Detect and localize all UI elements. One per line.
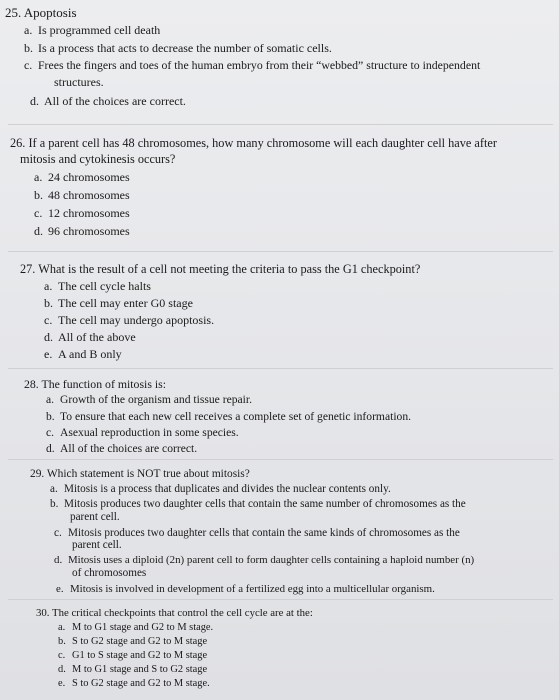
option-a: a. Is programmed cell death [24,23,161,37]
option-a: a. M to G1 stage and G2 to M stage. [58,622,214,633]
option-d: d. All of the choices are correct. [30,94,186,108]
section-divider [8,251,553,252]
question-title-line2: mitosis and cytokinesis occurs? [20,152,176,166]
question-number: 30. [36,607,50,619]
option-a: a. The cell cycle halts [44,279,151,293]
question-heading [5,6,77,20]
question-number: 26. [10,136,26,150]
question-number: 28. [24,377,39,391]
option-d: d. M to G1 stage and S to G2 stage [58,664,208,675]
option-d-continuation: of chromosomes [72,567,147,579]
option-c: c. Mitosis produces two daughter cells that contain the same kinds of chromosomes as the [54,527,460,539]
option-c: c. 12 chromosomes [34,206,130,220]
option-c: c. G1 to S stage and G2 to M stage [58,650,208,661]
question-number: 29. [30,468,45,480]
option-a: a. 24 chromosomes [34,170,130,184]
option-c: c. Asexual reproduction in some species. [46,426,239,439]
option-c: c. Frees the fingers and toes of the human embryo from their “webbed” structure to independent [24,58,481,72]
question-title: Apoptosis [23,5,77,20]
question-heading [30,467,250,481]
question-heading [24,377,166,391]
option-c: c. The cell may undergo apoptosis. [44,313,215,327]
option-d: d. 96 chromosomes [34,224,130,238]
option-b: b. Mitosis produces two daughter cells that contain the same number of chromosomes as the [50,498,466,510]
section-divider [8,124,553,125]
option-e: e. Mitosis is involved in development of a fertilized egg into a multicellular organism. [56,583,435,595]
option-c-continuation: structures. [54,75,104,89]
question-title: The function of mitosis is: [41,377,167,391]
question-number: 27. [20,262,36,276]
question-title: If a parent cell has 48 chromosomes, how many chromosome will each daughter cell have after [28,136,497,150]
question-title: The critical checkpoints that control the cell cycle are at the: [52,607,313,619]
option-d: d. Mitosis uses a diploid (2n) parent cell to form daughter cells containing a haploid number (n) [54,554,475,566]
question-heading [36,606,313,620]
option-b: b. S to G2 stage and G2 to M stage [58,636,208,647]
option-a: a. Growth of the organism and tissue repair. [46,393,253,406]
option-b: b. Is a process that acts to decrease the number of somatic cells. [24,41,332,55]
option-d: d. All of the choices are correct. [46,442,198,455]
option-b: b. 48 chromosomes [34,188,130,202]
question-heading [10,136,497,150]
option-a: a. Mitosis is a process that duplicates and divides the nuclear contents only. [50,483,391,495]
option-c-continuation: parent cell. [72,539,122,551]
option-b: b. To ensure that each new cell receives a complete set of genetic information. [46,410,412,423]
option-e: e. S to G2 stage and G2 to M stage. [58,678,210,689]
question-number: 25. [5,5,22,20]
question-title: Which statement is NOT true about mitosis? [46,468,250,480]
option-e: e. A and B only [44,347,122,361]
option-d: d. All of the above [44,330,136,344]
section-divider [8,368,553,369]
question-heading [20,262,420,276]
section-divider [8,459,553,460]
question-title: What is the result of a cell not meeting the criteria to pass the G1 checkpoint? [38,262,421,276]
section-divider [8,599,553,600]
option-b-continuation: parent cell. [70,511,120,523]
option-b: b. The cell may enter G0 stage [44,296,193,310]
